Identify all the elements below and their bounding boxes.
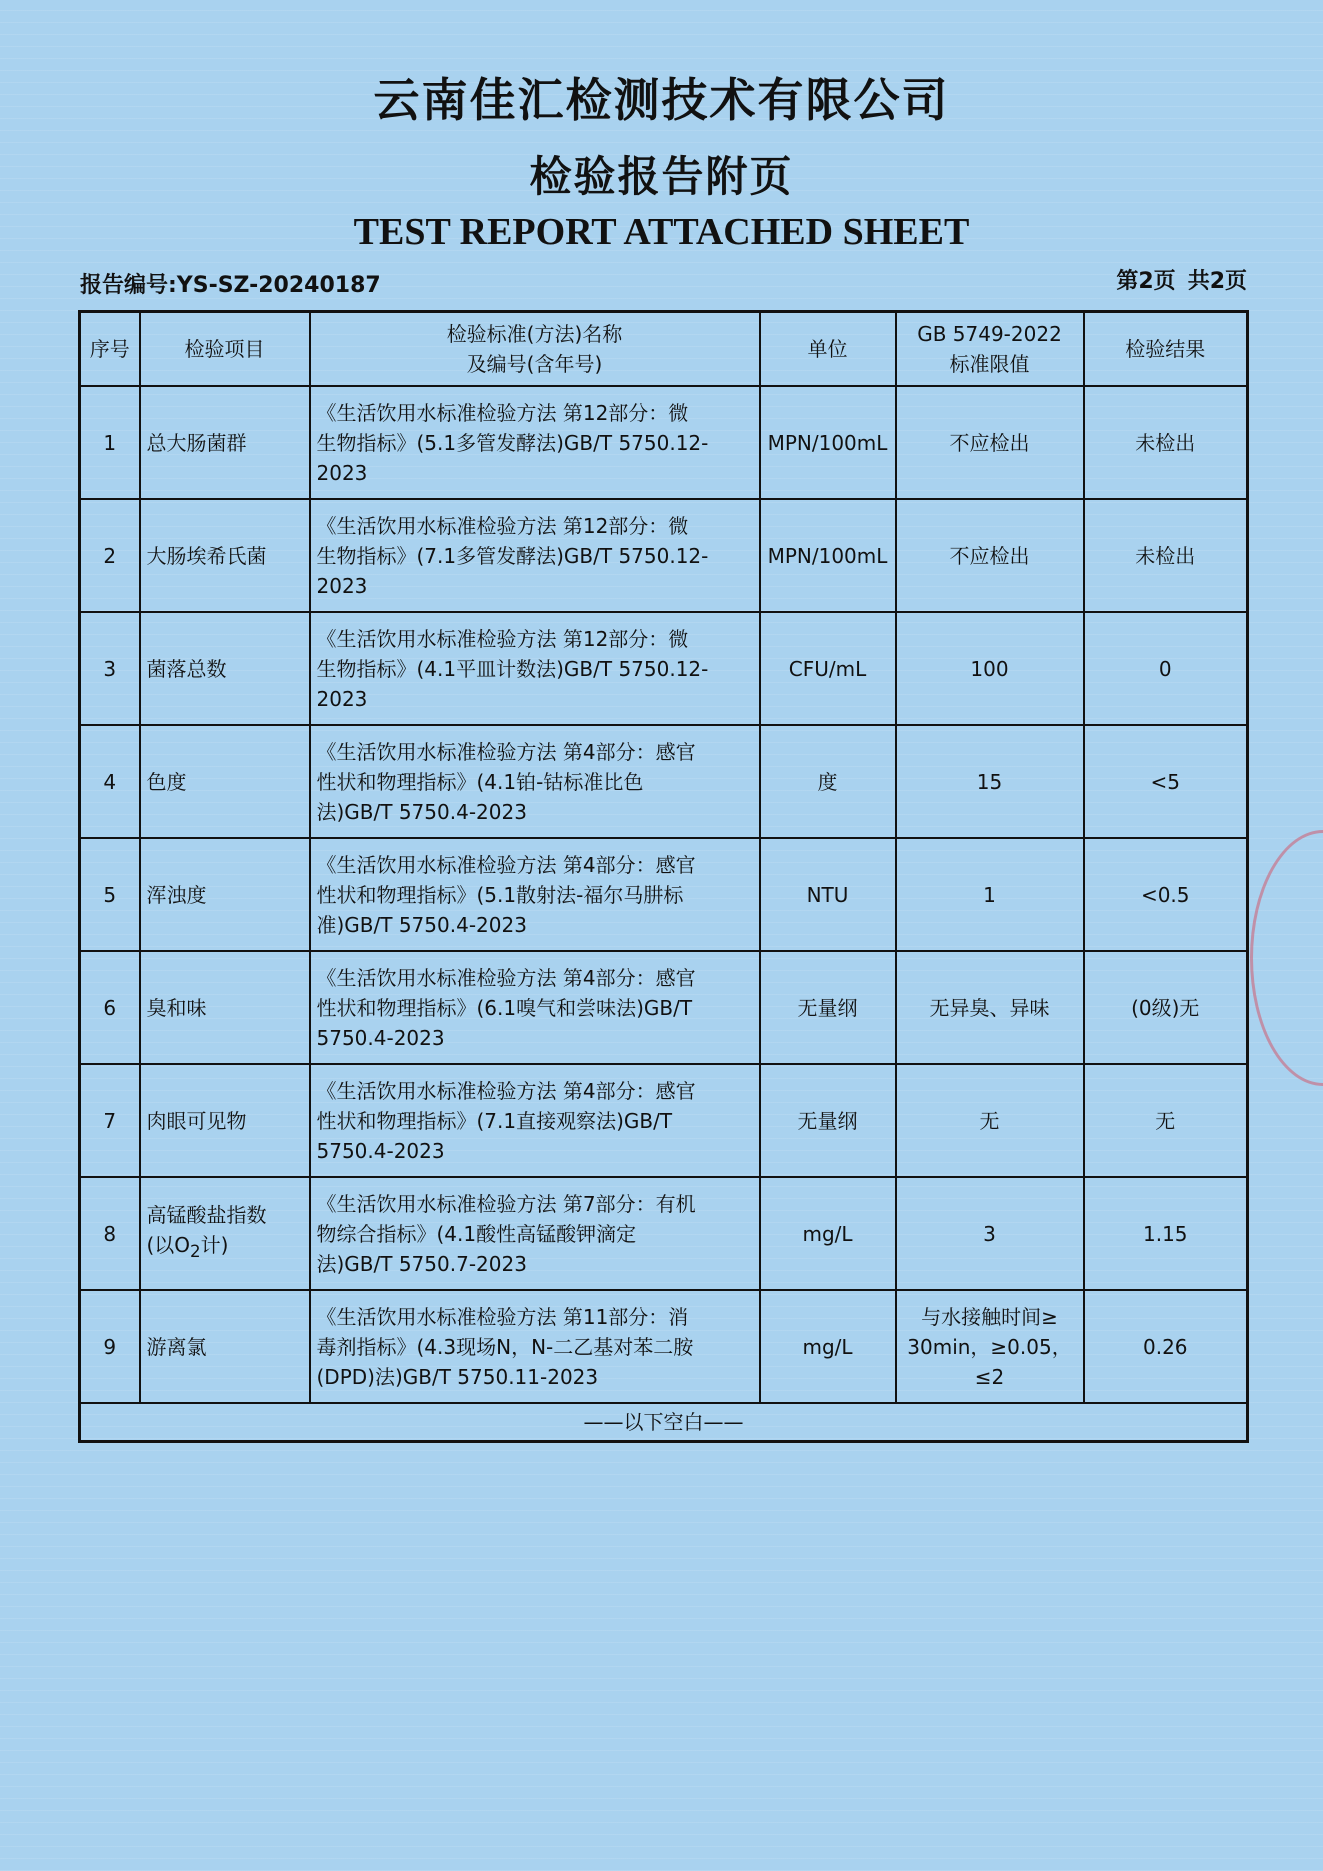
cell-seq: 9 — [80, 1290, 140, 1403]
table-row — [80, 499, 1248, 612]
header-limit-line1: GB 5749-2022 — [917, 322, 1062, 346]
standard-line: 《生活饮用水标准检验方法 第12部分：微 — [316, 400, 689, 425]
standard-line: 5750.4-2023 — [316, 1138, 445, 1163]
header-standard-line2: 及编号(含年号) — [466, 352, 603, 376]
cell-limit — [896, 838, 1084, 951]
cell-result: <0.5 — [1084, 838, 1248, 951]
standard-line: 毒剂指标》(4.3现场N，N-二乙基对苯二胺 — [316, 1334, 694, 1359]
limit-line: 无 — [979, 1108, 1000, 1133]
item-line: 高锰酸盐指数 — [146, 1203, 267, 1227]
standard-line: 2023 — [316, 460, 368, 485]
limit-line: 3 — [983, 1221, 996, 1246]
cell-unit: 无量纲 — [760, 951, 896, 1064]
limit-line: 1 — [983, 882, 996, 907]
table-row — [80, 1177, 1248, 1290]
item-line2-pre: (以O — [146, 1233, 191, 1257]
cell-standard — [310, 1064, 760, 1177]
cell-standard — [310, 499, 760, 612]
cell-limit — [896, 499, 1084, 612]
limit-line: 不应检出 — [949, 543, 1030, 568]
table-row — [80, 612, 1248, 725]
header-item: 检验项目 — [140, 312, 310, 387]
table-footer-row — [80, 1403, 1248, 1442]
standard-line: 《生活饮用水标准检验方法 第4部分：感官 — [316, 1078, 696, 1103]
cell-standard — [310, 1290, 760, 1403]
cell-unit: 无量纲 — [760, 1064, 896, 1177]
cell-standard — [310, 386, 760, 499]
header-limit — [896, 312, 1084, 387]
page-current: 第2页 — [1116, 269, 1176, 294]
cell-item — [140, 1177, 310, 1290]
header-limit-line2: 标准限值 — [949, 352, 1030, 376]
limit-line: 15 — [976, 769, 1003, 794]
cell-item: 色度 — [140, 725, 310, 838]
standard-line: (DPD)法)GB/T 5750.11-2023 — [316, 1364, 599, 1389]
cell-unit: MPN/100mL — [760, 386, 896, 499]
standard-line: 法)GB/T 5750.4-2023 — [316, 799, 527, 824]
page-total: 共2页 — [1187, 269, 1247, 294]
cell-result: 0 — [1084, 612, 1248, 725]
cell-limit — [896, 1064, 1084, 1177]
cell-standard — [310, 951, 760, 1064]
cell-item: 菌落总数 — [140, 612, 310, 725]
table-row — [80, 951, 1248, 1064]
limit-line: 30min，≥0.05， — [907, 1334, 1072, 1359]
standard-line: 2023 — [316, 686, 368, 711]
standard-line: 《生活饮用水标准检验方法 第4部分：感官 — [316, 852, 696, 877]
cell-seq: 8 — [80, 1177, 140, 1290]
standard-line: 5750.4-2023 — [316, 1025, 445, 1050]
report-title-en: TEST REPORT ATTACHED SHEET — [353, 211, 970, 253]
cell-limit — [896, 951, 1084, 1064]
cell-standard — [310, 612, 760, 725]
standard-line: 性状和物理指标》(6.1嗅气和尝味法)GB/T — [316, 995, 693, 1020]
header-result: 检验结果 — [1084, 312, 1248, 387]
item-line2-post: 计) — [200, 1233, 229, 1257]
cell-seq: 5 — [80, 838, 140, 951]
standard-line: 性状和物理指标》(4.1铂-钴标准比色 — [316, 769, 644, 794]
table-row — [80, 725, 1248, 838]
page-indicator — [1104, 264, 1247, 295]
test-results-table — [78, 310, 1249, 1443]
cell-item: 游离氯 — [140, 1290, 310, 1403]
item-line2-sub: 2 — [190, 1242, 201, 1261]
cell-item: 浑浊度 — [140, 838, 310, 951]
standard-line: 物综合指标》(4.1酸性高锰酸钾滴定 — [316, 1221, 637, 1246]
cell-limit — [896, 386, 1084, 499]
limit-line: 无异臭、异味 — [929, 995, 1050, 1020]
standard-line: 准)GB/T 5750.4-2023 — [316, 912, 527, 937]
standard-line: 生物指标》(5.1多管发酵法)GB/T 5750.12- — [316, 430, 709, 455]
cell-seq: 3 — [80, 612, 140, 725]
limit-line: 不应检出 — [949, 430, 1030, 455]
item-line — [147, 1230, 305, 1267]
standard-line: 《生活饮用水标准检验方法 第4部分：感官 — [316, 965, 696, 990]
cell-unit: mg/L — [760, 1290, 896, 1403]
cell-item: 臭和味 — [140, 951, 310, 1064]
cell-standard — [310, 838, 760, 951]
report-number: 报告编号:YS-SZ-20240187 — [80, 273, 381, 298]
table-row — [80, 386, 1248, 499]
cell-result: 1.15 — [1084, 1177, 1248, 1290]
cell-limit — [896, 612, 1084, 725]
cell-item: 肉眼可见物 — [140, 1064, 310, 1177]
cell-unit: NTU — [760, 838, 896, 951]
report-title-cn: 检验报告附页 — [529, 152, 794, 201]
standard-line: 生物指标》(4.1平皿计数法)GB/T 5750.12- — [316, 656, 709, 681]
standard-line: 生物指标》(7.1多管发酵法)GB/T 5750.12- — [316, 543, 709, 568]
cell-seq: 4 — [80, 725, 140, 838]
cell-seq: 7 — [80, 1064, 140, 1177]
table-row — [80, 1064, 1248, 1177]
cell-item: 总大肠菌群 — [140, 386, 310, 499]
cell-seq: 6 — [80, 951, 140, 1064]
cell-seq: 2 — [80, 499, 140, 612]
cell-result: 未检出 — [1084, 386, 1248, 499]
standard-line: 《生活饮用水标准检验方法 第11部分：消 — [316, 1304, 689, 1329]
cell-unit: mg/L — [760, 1177, 896, 1290]
standard-line: 《生活饮用水标准检验方法 第12部分：微 — [316, 626, 689, 651]
limit-line: 100 — [970, 656, 1009, 681]
standard-line: 《生活饮用水标准检验方法 第4部分：感官 — [316, 739, 696, 764]
standard-line: 法)GB/T 5750.7-2023 — [316, 1251, 527, 1276]
standard-line: 性状和物理指标》(7.1直接观察法)GB/T — [316, 1108, 673, 1133]
cell-result: 无 — [1084, 1064, 1248, 1177]
blank-below-note: ——以下空白—— — [80, 1403, 1248, 1442]
company-name: 云南佳汇检测技术有限公司 — [373, 73, 950, 127]
cell-limit — [896, 1177, 1084, 1290]
cell-unit: MPN/100mL — [760, 499, 896, 612]
standard-line: 《生活饮用水标准检验方法 第12部分：微 — [316, 513, 689, 538]
table-row — [80, 838, 1248, 951]
seal-stamp — [1250, 830, 1323, 1086]
table-row — [80, 1290, 1248, 1403]
standard-line: 《生活饮用水标准检验方法 第7部分：有机 — [316, 1191, 696, 1216]
cell-item: 大肠埃希氏菌 — [140, 499, 310, 612]
cell-unit: 度 — [760, 725, 896, 838]
cell-unit: CFU/mL — [760, 612, 896, 725]
limit-line: ≤2 — [974, 1364, 1005, 1389]
header-standard-line1: 检验标准(方法)名称 — [446, 322, 623, 346]
standard-line: 性状和物理指标》(5.1散射法-福尔马肼标 — [316, 882, 684, 907]
standard-line: 2023 — [316, 573, 368, 598]
table-header-row — [80, 312, 1248, 387]
cell-result: <5 — [1084, 725, 1248, 838]
cell-result: 未检出 — [1084, 499, 1248, 612]
cell-limit — [896, 1290, 1084, 1403]
cell-standard — [310, 1177, 760, 1290]
cell-result: (0级)无 — [1084, 951, 1248, 1064]
cell-seq: 1 — [80, 386, 140, 499]
cell-standard — [310, 725, 760, 838]
cell-result: 0.26 — [1084, 1290, 1248, 1403]
limit-line: 与水接触时间≥ — [921, 1304, 1058, 1329]
header-unit: 单位 — [760, 312, 896, 387]
header-standard — [310, 312, 760, 387]
cell-limit — [896, 725, 1084, 838]
header-seq: 序号 — [80, 312, 140, 387]
